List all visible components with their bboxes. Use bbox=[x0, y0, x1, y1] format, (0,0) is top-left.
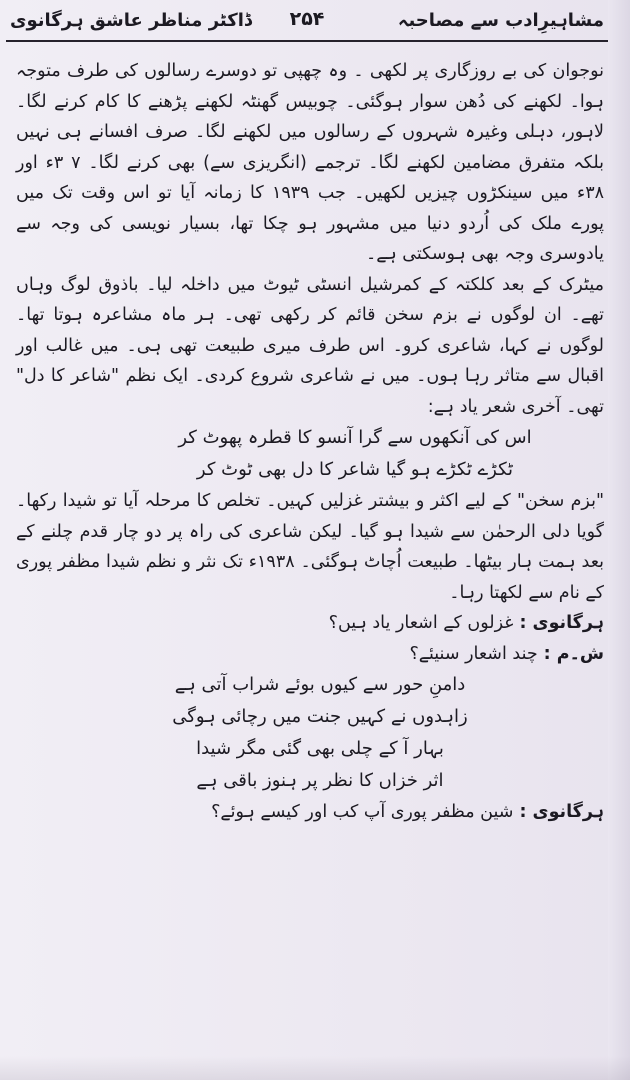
verse-line: زاہدوں نے کہیں جنت میں رچائی ہوگی bbox=[172, 706, 468, 727]
page-shadow bbox=[0, 1056, 630, 1080]
dialogue-line bbox=[16, 608, 604, 639]
verse-block bbox=[16, 422, 604, 486]
paragraph: "بزم سخن" کے لیے اکثر و بیشتر غزلیں کہیں۔ تخلص کا مرحلہ آیا تو شیدا رکھا۔ گویا دلی الرحمٰن سے شیدا ہو گیا۔ لیکن شاعری کی راہ پر دو چار قدم چلنے کے بعد ہمت ہار بیٹھا۔ طبیعت اُچاٹ ہوگئی۔ ۱۹۳۸ء تک نثر و نظم شیدا مظفر پوری کے نام سے لکھتا رہا۔ bbox=[16, 491, 605, 603]
paragraph: نوجوان کی بے روزگاری پر لکھی ۔ وہ چھپی تو دوسرے رسالوں کی طرف متوجہ ہوا۔ لکھنے کی دُھن سوار ہوگئی۔ چوبیس گھنٹہ لکھنے پڑھنے کا کام کرنے لگا۔ لاہور، دہلی وغیرہ شہروں کے رسالوں میں لکھنے لگا۔ صرف افسانے ہی نہیں بلکہ متفرق مضامین لکھنے لگا۔ ترجمے (انگریزی سے) بھی کرنے لگا۔ ۷ ۳ء اور ۳۸ء میں سینکڑوں چیزیں لکھیں۔ جب ۱۹۳۹ کا زمانہ آیا تو اس وقت تک میں پورے ملک کی اُردو دنیا میں مشہور ہو چکا تھا، بسیار نویسی کی وجہ سے یادوسری وجہ بھی ہوسکتی ہے۔ bbox=[16, 61, 604, 264]
speaker-label: ش۔م : bbox=[543, 643, 604, 664]
verse-line: اثر خزاں کا نظر پر ہنوز باقی ہے bbox=[196, 770, 444, 791]
dialogue-line bbox=[16, 797, 604, 828]
dialogue-text: چند اشعار سنیئے؟ bbox=[409, 643, 538, 664]
dialogue-line bbox=[16, 639, 604, 670]
page-number: ۲۵۴ bbox=[289, 8, 325, 30]
book-title: مشاہیرِادب سے مصاحبہ bbox=[397, 10, 604, 31]
verse-line: دامنِ حور سے کیوں بوئے شراب آتی ہے bbox=[174, 674, 466, 695]
verse-block bbox=[16, 669, 604, 797]
verse-line: ٹکڑے ٹکڑے ہو گیا شاعر کا دل بھی ٹوٹ کر bbox=[196, 459, 514, 480]
author-name: ڈاکٹر مناظر عاشق ہرگانوی bbox=[10, 10, 252, 31]
dialogue-text: شین مظفر پوری آپ کب اور کیسے ہوئے؟ bbox=[211, 802, 514, 822]
running-header bbox=[6, 8, 608, 38]
speaker-label: ہرگانوی : bbox=[519, 613, 604, 633]
verse-line: اس کی آنکھوں سے گرا آنسو کا قطرہ پھوٹ کر bbox=[178, 427, 532, 448]
paragraph: میٹرک کے بعد کلکتہ کے کمرشیل انسٹی ٹیوٹ میں داخلہ لیا۔ باذوق لوگ وہاں تھے۔ ان لوگوں نے بزم سخن قائم کر رکھی تھی۔ ہر ماہ مشاعرہ ہوتا تھا۔ لوگوں نے کہا، شاعری کرو۔ اس طرف میری طبیعت تھی ہی۔ میں غالب اور اقبال سے متاثر رہا ہوں۔ میں نے شاعری شروع کردی۔ ایک نظم "شاعر کا دل" تھی۔ آخری شعر یاد ہے: bbox=[16, 274, 604, 417]
verse-line: بہار آ کے چلی بھی گئی مگر شیدا bbox=[196, 738, 444, 759]
header-rule bbox=[6, 40, 608, 42]
dialogue-text: غزلوں کے اشعار یاد ہیں؟ bbox=[328, 613, 514, 633]
speaker-label: ہرگانوی : bbox=[519, 802, 604, 822]
body-text bbox=[16, 56, 604, 828]
page-edge bbox=[608, 0, 630, 1080]
